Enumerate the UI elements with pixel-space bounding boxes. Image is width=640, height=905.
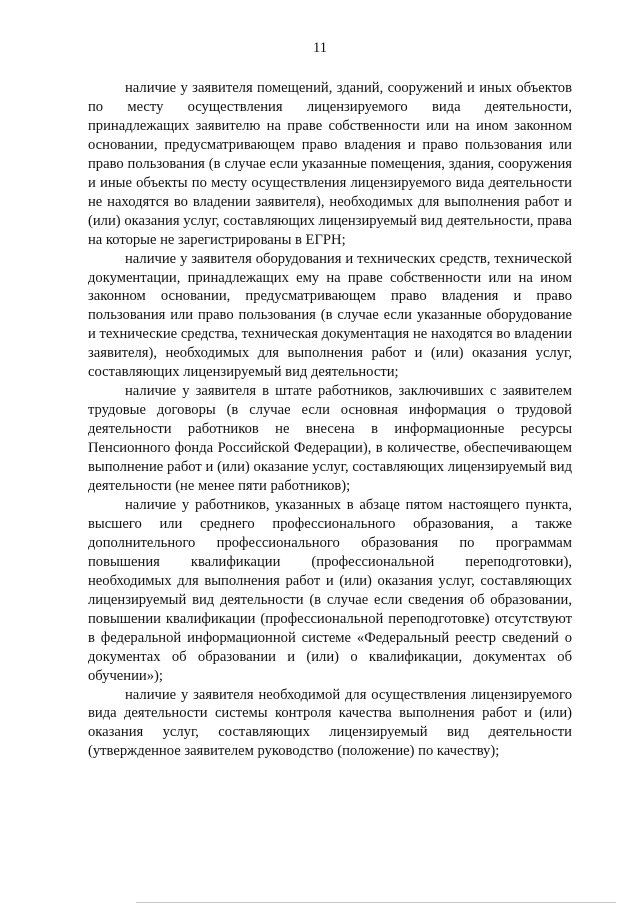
paragraph-equipment: наличие у заявителя оборудования и технических средств, технической документации, принадлежащих ему на праве собственности или на ином законном основании, предусматривающем право владения и право пользования или право пользования (в случае если указанные оборудование и технические средства, техническая документация не находятся во владении заявителя), необходимых для выполнения работ и (или) оказания услуг, составляющих лицензируемый вид деятельности; [88,250,572,381]
paragraph-staff: наличие у заявителя в штате работников, заключивших с заявителем трудовые договоры (в случае если основная информация о трудовой деятельности работников не внесена в информационные ресурсы Пенсионного фонда Российской Федерации), в количестве, обеспечивающем выполнение работ и (или) оказание услуг, составляющих лицензируемый вид деятельности (не менее пяти работников); [88,383,572,495]
document-body [88,79,572,761]
page-bottom-edge [136,902,616,903]
paragraph-quality-control: наличие у заявителя необходимой для осуществления лицензируемого вида деятельности системы контроля качества выполнения работ и (или) оказания услуг, составляющих лицензируемый вид деятельности (утвержденное заявителем руководство (положение) по качеству); [88,686,572,760]
paragraph-premises: наличие у заявителя помещений, зданий, сооружений и иных объектов по месту осуществления лицензируемого вида деятельности, принадлежащих заявителю на праве собственности или на ином законном основании, предусматривающем право владения и право пользования или право пользования (в случае если указанные помещения, здания, сооружения и иные объекты по месту осуществления лицензируемого вида деятельности не находятся во владении заявителя), необходимых для выполнения работ и (или) оказания услуг, составляющих лицензируемый вид деятельности, права на которые не зарегистрированы в ЕГРН; [88,80,572,248]
page-number: 11 [313,40,327,56]
paragraph-education: наличие у работников, указанных в абзаце пятом настоящего пункта, высшего или среднего профессионального образования, а также дополнительного профессионального образования по программам повышения квалификации (профессиональной переподготовки), необходимых для выполнения работ и (или) оказания услуг, составляющих лицензируемый вид деятельности (в случае если сведения об образовании, повышении квалификации (профессиональной переподготовке) отсутствуют в федеральной информационной системе «Федеральный реестр сведений о документах об образовании и (или) о квалификации, документах об обучении»); [88,496,572,684]
